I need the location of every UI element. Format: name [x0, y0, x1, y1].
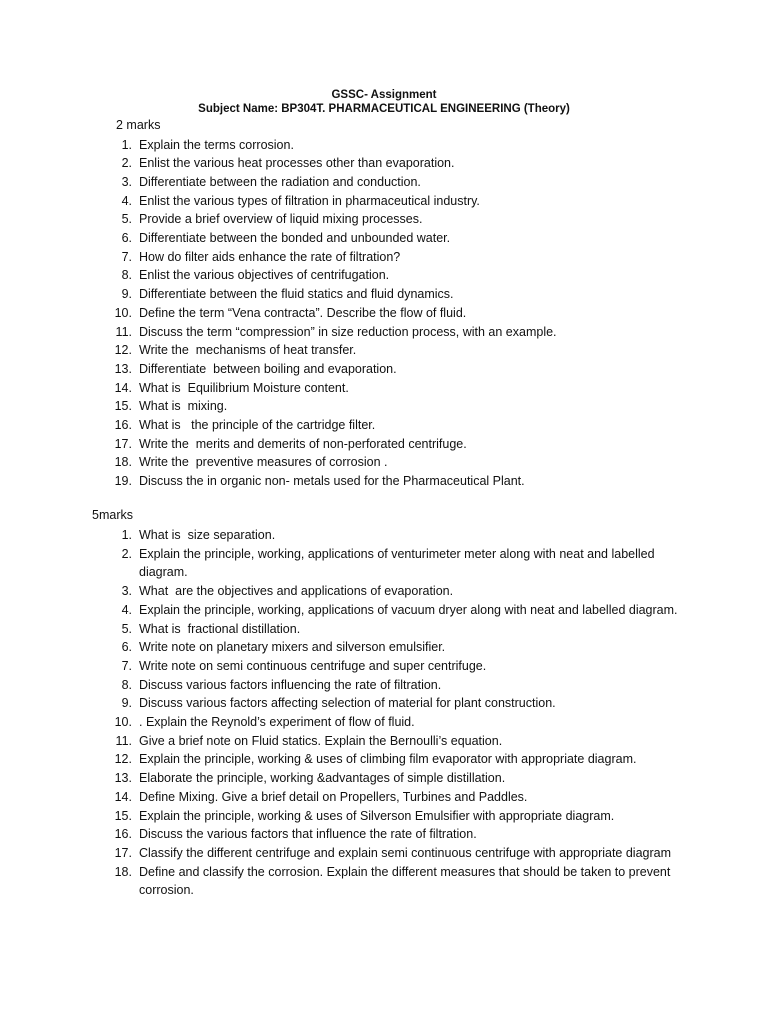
question-item — [0, 154, 768, 173]
question-item — [0, 323, 768, 342]
question-number: 5. — [121, 212, 132, 227]
question-number: 15. — [114, 399, 132, 414]
question-number: 18. — [114, 455, 132, 470]
question-item — [0, 713, 768, 732]
question-number: 17. — [114, 845, 132, 860]
question-number: 17. — [114, 436, 132, 451]
question-number: 13. — [114, 771, 132, 786]
question-number: 3. — [121, 174, 132, 189]
question-text: Explain the terms corrosion. — [139, 137, 294, 152]
question-item — [0, 453, 768, 472]
question-text: Discuss the various factors that influence the rate of filtration. — [139, 827, 477, 842]
question-text: Elaborate the principle, working &advantages of simple distillation. — [139, 771, 506, 786]
question-text: How do filter aids enhance the rate of filtration? — [139, 249, 401, 264]
question-text: What are the objectives and applications of evaporation. — [139, 584, 454, 599]
question-text: Enlist the various types of filtration in pharmaceutical industry. — [139, 193, 480, 208]
question-number: 7. — [121, 249, 132, 264]
question-item — [0, 416, 768, 435]
question-item — [0, 769, 768, 788]
question-number: 9. — [121, 287, 132, 302]
question-text: Differentiate between the bonded and unbounded water. — [139, 231, 451, 246]
question-number: 13. — [114, 361, 132, 376]
question-number: 12. — [114, 752, 132, 767]
question-number: 3. — [121, 584, 132, 599]
question-text: Provide a brief overview of liquid mixing processes. — [139, 212, 423, 227]
five-mark-questions-list — [0, 526, 768, 900]
question-text: Discuss various factors affecting selection of material for plant construction. — [139, 696, 556, 711]
question-item — [0, 825, 768, 844]
question-number: 8. — [121, 268, 132, 283]
question-text: What is fractional distillation. — [139, 621, 301, 636]
question-item — [0, 582, 768, 601]
question-number: 4. — [121, 602, 132, 617]
question-number: 15. — [114, 808, 132, 823]
question-item — [0, 545, 768, 582]
question-number: 5. — [121, 621, 132, 636]
question-text: Define and classify the corrosion. Explain the different measures that should be taken to prevent corrosion. — [139, 864, 674, 898]
question-text: Discuss the term “compression” in size reduction process, with an example. — [139, 324, 557, 339]
question-number: 19. — [114, 474, 132, 489]
question-text: Enlist the various objectives of centrifugation. — [139, 268, 390, 283]
question-text: Differentiate between the radiation and conduction. — [139, 174, 421, 189]
two-mark-questions-list — [0, 136, 768, 491]
question-text: Write note on semi continuous centrifuge and super centrifuge. — [139, 658, 487, 673]
question-item — [0, 304, 768, 323]
question-item — [0, 601, 768, 620]
question-text: Write the mechanisms of heat transfer. — [139, 343, 357, 358]
question-number: 7. — [121, 658, 132, 673]
question-number: 10. — [114, 305, 132, 320]
question-item — [0, 788, 768, 807]
question-item — [0, 379, 768, 398]
question-item — [0, 807, 768, 826]
question-number: 18. — [114, 864, 132, 879]
question-text: Write the merits and demerits of non-perforated centrifuge. — [139, 436, 467, 451]
question-item — [0, 526, 768, 545]
question-item — [0, 173, 768, 192]
question-item — [0, 676, 768, 695]
question-item — [0, 435, 768, 454]
question-number: 10. — [114, 715, 132, 730]
question-item — [0, 266, 768, 285]
question-item — [0, 397, 768, 416]
question-text: Differentiate between the fluid statics and fluid dynamics. — [139, 287, 454, 302]
question-text: Explain the principle, working & uses of Silverson Emulsifier with appropriate diagram. — [139, 808, 615, 823]
question-number: 11. — [115, 324, 132, 339]
question-text: Write the preventive measures of corrosion . — [139, 455, 388, 470]
question-item — [0, 210, 768, 229]
question-text: What is Equilibrium Moisture content. — [139, 380, 349, 395]
question-number: 9. — [121, 696, 132, 711]
question-number: 12. — [114, 343, 132, 358]
question-number: 16. — [114, 418, 132, 433]
question-number: 2. — [121, 156, 132, 171]
question-text: Differentiate between boiling and evaporation. — [139, 361, 397, 376]
question-number: 1. — [121, 528, 132, 542]
question-text: Explain the principle, working, applications of venturimeter meter along with neat and labelled diagram. — [139, 546, 659, 580]
question-text: What is mixing. — [139, 399, 228, 414]
question-item — [0, 620, 768, 639]
question-text: Define the term “Vena contracta”. Describe the flow of fluid. — [139, 305, 467, 320]
question-item — [0, 638, 768, 657]
question-text: What is the principle of the cartridge filter. — [139, 418, 376, 433]
question-number: 4. — [121, 193, 132, 208]
section-2-marks-label: 2 marks — [116, 118, 161, 132]
question-text: Discuss the in organic non- metals used for the Pharmaceutical Plant. — [139, 474, 525, 489]
question-text: Write note on planetary mixers and silverson emulsifier. — [139, 640, 446, 655]
question-number: 16. — [114, 827, 132, 842]
question-item — [0, 341, 768, 360]
question-item — [0, 750, 768, 769]
question-number: 2. — [121, 546, 132, 561]
question-number: 8. — [121, 677, 132, 692]
question-number: 14. — [114, 380, 132, 395]
question-text: What is size separation. — [139, 528, 276, 542]
question-text: Explain the principle, working, applications of vacuum dryer along with neat and labelled diagram. — [139, 602, 678, 617]
question-number: 11. — [115, 733, 132, 748]
section-5-marks-label: 5marks — [92, 508, 133, 522]
question-item — [0, 657, 768, 676]
question-item — [0, 472, 768, 491]
question-item — [0, 229, 768, 248]
question-item — [0, 844, 768, 863]
question-number: 1. — [121, 137, 132, 152]
question-text: Explain the principle, working & uses of climbing film evaporator with appropriate diagram. — [139, 752, 637, 767]
question-text: Classify the different centrifuge and explain semi continuous centrifuge with appropriate diagram — [139, 845, 672, 860]
question-item — [0, 248, 768, 267]
question-item — [0, 192, 768, 211]
question-item — [0, 136, 768, 155]
question-item — [0, 863, 768, 900]
question-text: Discuss various factors influencing the rate of filtration. — [139, 677, 442, 692]
assignment-title: GSSC- Assignment — [331, 89, 437, 101]
question-number: 14. — [114, 789, 132, 804]
question-text: Define Mixing. Give a brief detail on Propellers, Turbines and Paddles. — [139, 789, 528, 804]
question-number: 6. — [121, 231, 132, 246]
question-text: Give a brief note on Fluid statics. Explain the Bernoulli’s equation. — [139, 733, 503, 748]
subject-name: Subject Name: BP304T. PHARMACEUTICAL ENGINEERING (Theory) — [198, 103, 570, 115]
question-number: 6. — [121, 640, 132, 655]
question-item — [0, 360, 768, 379]
question-item — [0, 694, 768, 713]
question-item — [0, 732, 768, 751]
question-text: . Explain the Reynold’s experiment of flow of fluid. — [139, 715, 415, 730]
question-text: Enlist the various heat processes other than evaporation. — [139, 156, 455, 171]
question-item — [0, 285, 768, 304]
